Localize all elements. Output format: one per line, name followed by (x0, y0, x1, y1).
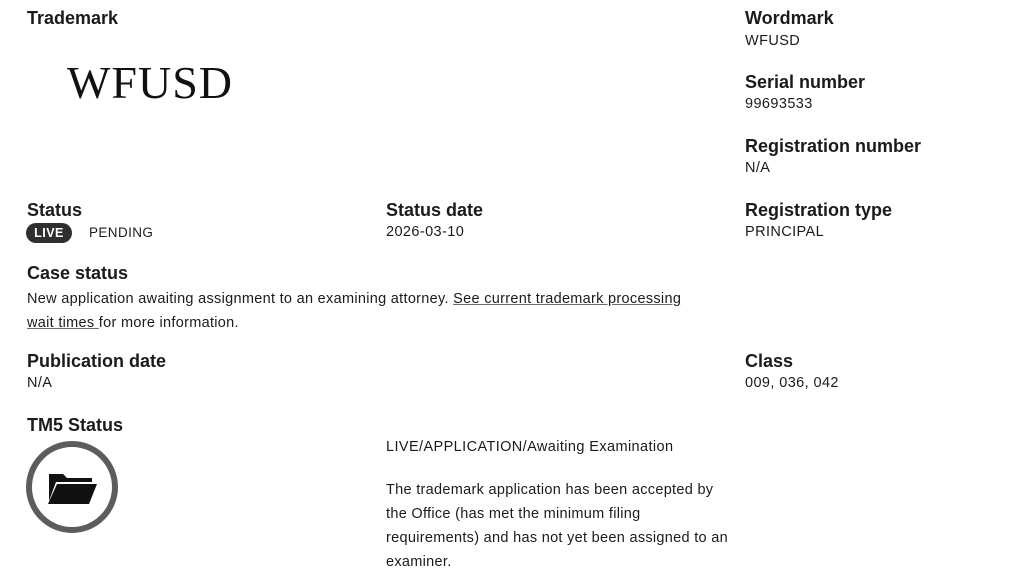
case-status-text-before: New application awaiting assignment to an examining attorney. (27, 291, 454, 307)
status-date-value: 2026-03-10 (386, 224, 465, 240)
status-label: Status (27, 200, 83, 220)
wordmark-label: Wordmark (745, 8, 834, 28)
registration-type-value: PRINCIPAL (745, 224, 825, 240)
live-status-badge: LIVE (26, 223, 72, 243)
registration-type-label: Registration type (745, 200, 893, 220)
trademark-label: Trademark (27, 8, 119, 28)
class-label: Class (745, 351, 794, 371)
class-value: 009, 036, 042 (745, 375, 839, 391)
folder-icon (26, 441, 118, 533)
trademark-mark-image: WFUSD (67, 57, 234, 108)
status-value: PENDING (89, 225, 154, 240)
tm5-status-description: The trademark application has been accepted by the Office (has met the minimum filing requirements) and has not yet been assigned to an examiner. (386, 482, 728, 570)
registration-number-value: N/A (745, 160, 771, 176)
serial-number-value: 99693533 (745, 96, 813, 112)
case-status-text-after: for more information. (98, 315, 239, 331)
processing-wait-times-link[interactable]: See current trademark processing wait times (27, 291, 682, 331)
publication-date-value: N/A (27, 375, 53, 391)
status-date-label: Status date (386, 200, 484, 220)
tm5-status-line: LIVE/APPLICATION/Awaiting Examination (386, 439, 674, 455)
publication-date-label: Publication date (27, 351, 167, 371)
tm5-status-label: TM5 Status (27, 415, 124, 435)
wordmark-value: WFUSD (745, 33, 801, 49)
serial-number-label: Serial number (745, 72, 866, 92)
registration-number-label: Registration number (745, 136, 922, 156)
case-status-label: Case status (27, 263, 129, 283)
case-status-text (27, 287, 687, 335)
